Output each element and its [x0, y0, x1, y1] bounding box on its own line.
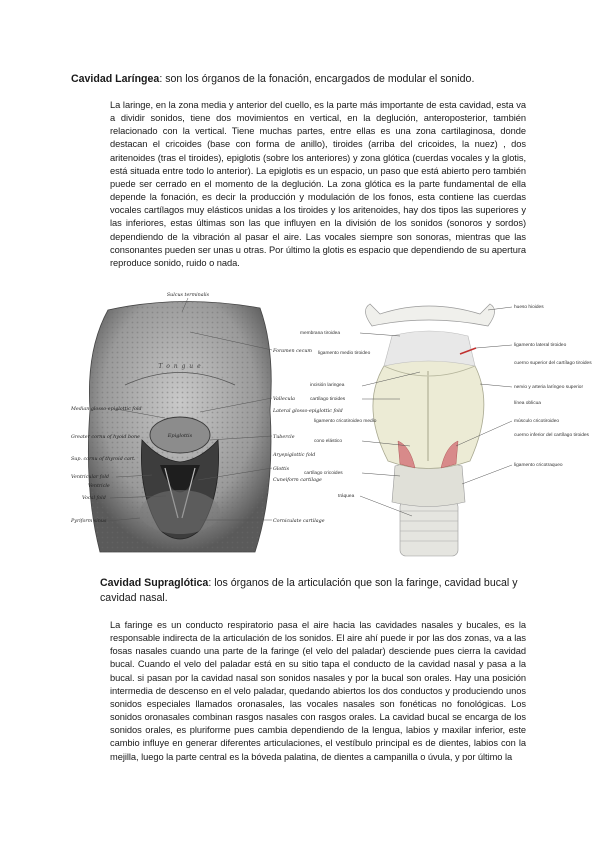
section-heading-supraglotica — [100, 576, 530, 606]
section-heading-laringea — [71, 72, 474, 86]
label-vocal-fold: Vocal fold — [82, 496, 106, 501]
label-corniculate-cartilage: Corniculate cartilage — [273, 519, 325, 524]
label-ligamento-medio-tiroideo: ligamento medio tiroideo — [318, 351, 371, 356]
larynx-superior-view-illustration — [70, 290, 343, 562]
paragraph-laringea: La laringe, en la zona media y anterior del cuello, es la parte más importante de esta cavidad, esta va a dividir sonidos, tiene dos movimientos en vertical, en la deglución, anteroposterior, también relacionado con la vertical. Tiene muchas partes, entre ellas es una zona cartilaginosa, donde destacan el cricoides (base con forma de anillo), tiroides (arriba del cricoides, la nuez) , dos aritenoides (tras el tiroides), epiglotis (sobre los anteriores) y zona glótica (cuerdas vocales y la glotis, está situada entre todo lo anterior). La epiglotis es un espacio, un paso que está abierto pero también puede ser cerrado en el momento de la deglución. La zona glótica es la parte fundamental de ella depende la fonación, es decir la producción y modulación de los fonos, esta contiene las cuerdas vocales cartílagos muy elásticos unidas a los tiroides y los aritenoides, hay dos tipos las superiores y las inferiores, estas últimas son las que influyen en la división de los sonidos (sonoros y sordos) dependiendo de la vibración al pasar el aire. Las vocales siempre son sonoras, mientras que las consonantes pueden ser unas u otras. Por último la glotis es espacio que dependiendo de su apertura reproduce sonido, ruido o nada. — [110, 100, 526, 268]
label-linea-oblicua: línea oblicua — [514, 401, 541, 406]
label-glottis: Glottis — [273, 467, 290, 472]
label-ventricle: Ventricle — [88, 484, 110, 489]
label-pyriform-sinus: Pyriform sinus — [71, 519, 107, 524]
label-ligamento-cricotraqueo: ligamento cricotraqueo — [514, 463, 563, 468]
label-cartilago-tiroides: cartílago tiroides — [310, 397, 346, 402]
label-traquea: tráquea — [338, 494, 355, 499]
paragraph-supraglotica: La faringe es un conducto respiratorio pasa el aire hacia las cavidades nasales y bucales, es la responsable indirecta de la articulación de los sonidos. El aire ahí puede ir por las dos zonas, va a las fosas nasales cuando una parte de la faringe (el velo del paladar) desciende pues cierra la cavidad bucal. Cuando el velo del paladar está en su sitio tapa el conducto de la cavidad nasal y pasa a la bucal. si pasan por la cavidad nasal son sonidos nasales y por la bucal son orales. Hay una posición intermedia de descenso en el velo paladar, quedando abiertos los dos conductos y produciendo unos sonidos especiales llamados oronasales, las vocales nasales son fonéticas no fonológicas. Los sonidos oronasales combinan rasgos nasales con rasgos orales. La cavidad bucal se encarga de los sonidos orales, es pluriforme pues cambia dependiendo de la lengua, labios y maxilar inferior, este cambio influye en generar diferentes articulaciones, el vestíbulo principal es de dientes, labios con la mejilla, luego la parte central es la bóveda palatina, de dientes a campanilla o úvula, y por último la — [110, 620, 526, 762]
label-cartilago-cricoides: cartílago cricoides — [304, 471, 343, 476]
label-cono-elastico: cono elástico — [314, 439, 342, 444]
section-title: Cavidad Laríngea — [71, 73, 160, 85]
label-greater-cornu: Greater cornu of hyoid bone — [71, 435, 140, 440]
label-sulcus-terminalis: Sulcus terminalis — [166, 293, 210, 298]
label-ligamento-lateral-tiroideo: ligamento lateral tiroideo — [514, 343, 567, 348]
label-lateral-glosso-epiglottic: Lateral glosso-epiglottic fold — [273, 409, 343, 414]
label-tubercle: Tubercle — [273, 435, 295, 440]
label-sup-cornu: Sup. cornu of thyroid cart. — [71, 457, 136, 462]
label-hueso-hioides: hueso hioides — [514, 305, 544, 310]
larynx-frontal-view-illustration — [300, 296, 592, 558]
label-cuerno-inferior: cuerno inferior del cartílago tiroides — [514, 433, 589, 438]
label-ligamento-cricotiroideo: ligamento cricotiroideo medio — [314, 419, 377, 424]
label-aryepiglottic-fold: Aryepiglottic fold — [273, 453, 316, 458]
label-membrana-tiroidea: membrana tiroidea — [300, 331, 340, 336]
label-foramen-cecum: Foramen cecum — [273, 349, 312, 354]
label-cuerno-superior: cuerno superior del cartílago tiroides — [514, 361, 592, 366]
label-nervio-arteria: nervio y arteria laríngeo superior — [514, 385, 584, 390]
label-vallecula: Vallecula — [273, 397, 295, 402]
label-musculo-cricotiroideo: músculo cricotiroideo — [514, 419, 560, 424]
label-median-glosso-epiglottic: Median glosso-epiglottic fold — [71, 407, 142, 412]
section-title: Cavidad Supraglótica — [100, 577, 209, 589]
label-epiglottis: Epiglottis — [167, 433, 193, 439]
section-subtitle: : los órganos de la articulación que son la faringe, cavidad bucal y cavidad nasal. — [100, 577, 518, 604]
label-incision-laringea: incisión laringea — [310, 383, 345, 388]
section-subtitle: : son los órganos de la fonación, encargados de modular el sonido. — [159, 73, 475, 85]
label-ventricular-fold: Ventricular fold — [71, 475, 109, 480]
label-cuneiform-cartilage: Cuneiform cartilage — [273, 478, 322, 483]
label-tongue: T o n g u e — [158, 363, 202, 370]
